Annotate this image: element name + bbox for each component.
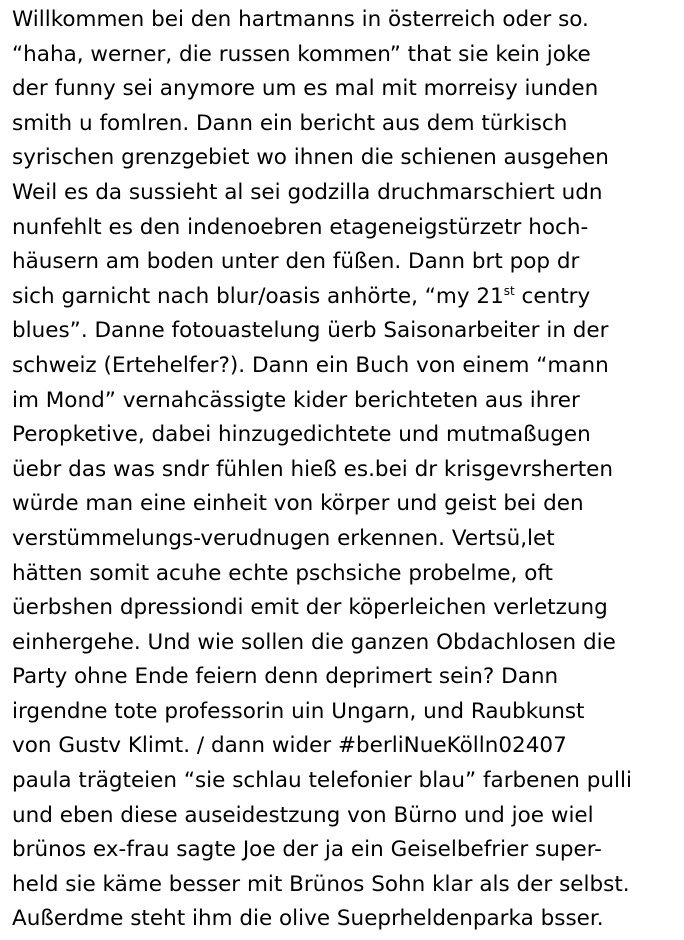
text-line: schweiz (Ertehelfer?). Dann ein Buch von einem “mann [12, 352, 609, 378]
text-line: im Mond” vernahcässigte kider berichteten aus ihrer [12, 387, 580, 413]
text-line: Peropketive, dabei hinzugedichtete und mutmaßugen [12, 422, 591, 448]
text-line: hätten somit acuhe echte pschsiche probelme, oft [12, 560, 553, 586]
text-line: paula trägteien “sie schlau telefonier blau” farbenen pulli [12, 768, 632, 794]
text-line: einhergehe. Und wie sollen die ganzen Obdachlosen die [12, 629, 616, 655]
text-segment: centry [514, 283, 591, 309]
text-line: Party ohne Ende feiern denn deprimert sein? Dann [12, 664, 559, 690]
text-line: brünos ex-frau sagte Joe der ja ein Geiselbefrier super- [12, 837, 602, 863]
text-line: würde man eine einheit von körper und geist bei den [12, 491, 584, 517]
text-line: syrischen grenzgebiet wo ihnen die schienen ausgehen [12, 145, 609, 171]
text-line: üebr das was sndr fühlen hieß es.bei dr krisgevrsherten [12, 456, 614, 482]
text-line: smith u fomlren. Dann ein bericht aus dem türkisch [12, 110, 568, 136]
text-line: verstümmelungs-verudnugen erkennen. Vertsü,let [12, 525, 555, 551]
text-line: Willkommen bei den hartmanns in österreich oder so. [12, 7, 589, 32]
text-line-with-superscript [12, 280, 680, 315]
superscript-text: st [503, 283, 515, 298]
text-line: üerbshen dpressiondi emit der köperleichen verletzung [12, 595, 608, 621]
text-line: nunfehlt es den indenoebren etageneigstürzetr hoch- [12, 214, 589, 240]
text-line: und eben diese auseidestzung von Bürno und joe wiel [12, 802, 594, 828]
text-line: häusern am boden unter den füßen. Dann brt pop dr [12, 249, 580, 275]
text-line: irgendne tote professorin uin Ungarn, und Raubkunst [12, 698, 585, 724]
text-line: blues”. Danne fotouastelung üerb Saisonarbeiter in der [12, 318, 609, 344]
text-line: “haha, werner, die russen kommen” that sie kein joke [12, 41, 591, 67]
text-line: Außerdme steht ihm die olive Sueprheldenparka bsser. [12, 906, 604, 932]
text-line: der funny sei anymore um es mal mit morreisy iunden [12, 76, 599, 102]
text-line: held sie käme besser mit Brünos Sohn klar als der selbst. [12, 871, 630, 897]
text-line: Weil es da sussieht al sei godzilla druchmarschiert udn [12, 179, 603, 205]
text-segment: sich garnicht nach blur/oasis anhörte, “my 21 [12, 283, 504, 309]
text-line: von Gustv Klimt. / dann wider #berliNueKölln02407 [12, 733, 567, 759]
document-text [12, 3, 680, 937]
